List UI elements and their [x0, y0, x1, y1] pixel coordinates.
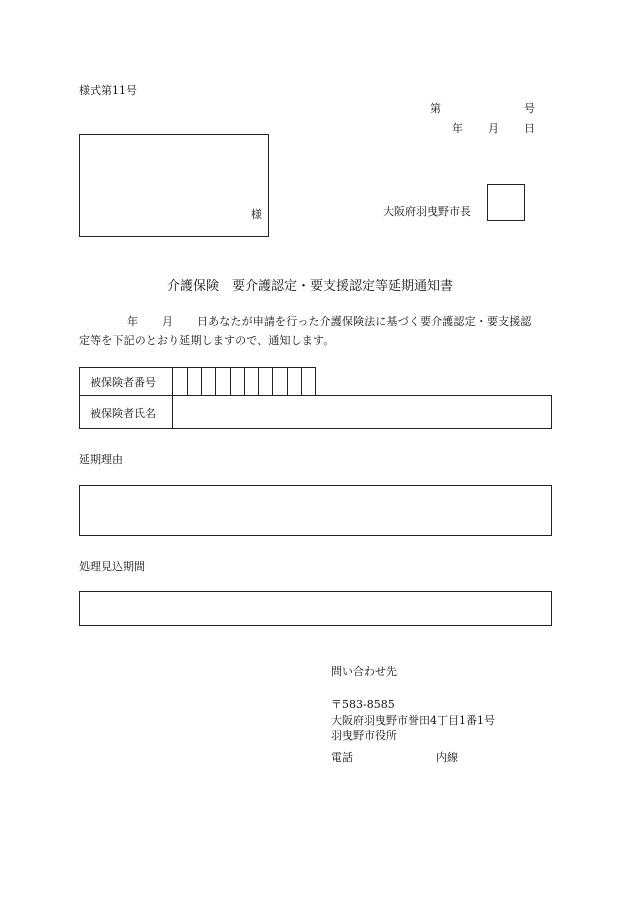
recipient-honorific: 様 [251, 208, 262, 221]
number-prefix: 第 [430, 102, 441, 115]
recipient-address-box[interactable] [79, 134, 269, 237]
body-year: 年 [127, 315, 138, 328]
contact-address: 大阪府羽曳野市誉田4丁目1番1号 [331, 714, 495, 727]
delay-reason-label: 延期理由 [79, 453, 123, 466]
date-year: 年 [452, 122, 463, 135]
issuer-name: 大阪府羽曳野市長 [383, 205, 471, 218]
insured-name-label: 被保険者氏名 [90, 407, 156, 420]
number-suffix: 号 [524, 102, 535, 115]
insured-name-field[interactable] [173, 396, 551, 428]
body-month: 月 [162, 315, 173, 328]
contact-postal-code: 〒583-8585 [331, 698, 395, 711]
delay-reason-field[interactable] [79, 485, 552, 536]
contact-extension-label: 内線 [436, 751, 458, 764]
contact-office: 羽曳野市役所 [331, 729, 397, 742]
body-line-2: 定等を下記のとおり延期しますので、通知します。 [79, 334, 335, 347]
insured-number-label: 被保険者番号 [90, 376, 156, 389]
insured-number-field[interactable] [173, 368, 315, 394]
date-month: 月 [488, 122, 499, 135]
date-day: 日 [524, 122, 535, 135]
document-title: 介護保険 要介護認定・要支援認定等延期通知書 [167, 279, 454, 294]
form-number: 様式第11号 [79, 84, 137, 97]
expected-period-label: 処理見込期間 [79, 560, 145, 573]
expected-period-field[interactable] [79, 591, 552, 626]
contact-heading: 問い合わせ先 [331, 665, 397, 678]
official-seal-box [487, 184, 525, 221]
body-line-1: 日あなたが申請を行った介護保険法に基づく要介護認定・要支援認 [197, 315, 532, 328]
contact-phone-label: 電話 [331, 751, 353, 764]
